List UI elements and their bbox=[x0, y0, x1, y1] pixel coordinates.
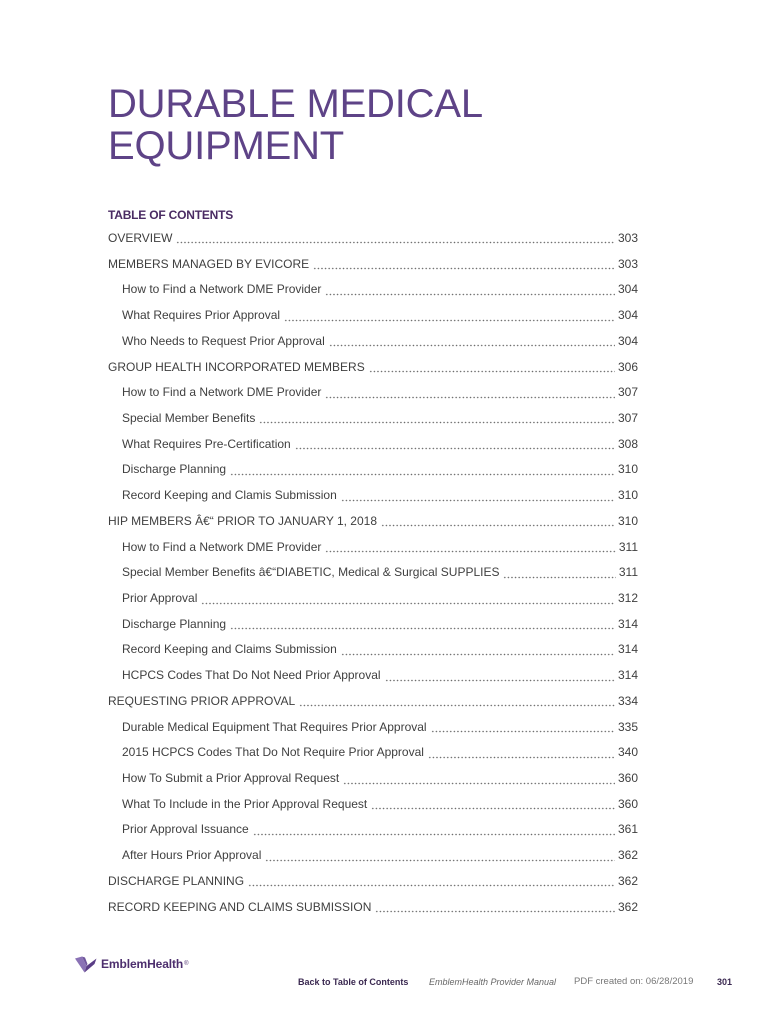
toc-entry-page: 308 bbox=[617, 436, 638, 451]
toc-entry-label: DISCHARGE PLANNING bbox=[108, 873, 245, 888]
toc-entry-label: After Hours Prior Approval bbox=[122, 848, 262, 863]
toc-entry-label: Who Needs to Request Prior Approval bbox=[122, 333, 325, 348]
toc-entry-label: RECORD KEEPING AND CLAIMS SUBMISSION bbox=[108, 899, 372, 914]
toc-entry-label: What Requires Prior Approval bbox=[122, 308, 281, 323]
toc-entry[interactable] bbox=[108, 688, 638, 714]
dot-leader bbox=[325, 282, 615, 296]
page-number: 301 bbox=[717, 977, 733, 987]
toc-entry-page: 304 bbox=[617, 282, 638, 297]
toc-subentry[interactable] bbox=[108, 482, 638, 508]
toc-entry-label: Prior Approval bbox=[122, 591, 198, 606]
dot-leader bbox=[176, 231, 615, 245]
emblemhealth-logo bbox=[75, 955, 189, 973]
dot-leader bbox=[325, 540, 615, 554]
toc-subentry[interactable] bbox=[108, 714, 638, 740]
toc-entry-label: How To Submit a Prior Approval Request bbox=[122, 771, 340, 786]
toc-entry-page: 335 bbox=[617, 719, 638, 734]
toc-entry[interactable] bbox=[108, 868, 638, 894]
dot-leader bbox=[265, 848, 615, 862]
dot-leader bbox=[230, 617, 615, 631]
pdf-created-date: PDF created on: 06/28/2019 bbox=[574, 976, 694, 987]
toc-entry-page: 361 bbox=[617, 822, 638, 837]
toc-subentry[interactable] bbox=[108, 842, 638, 868]
page-title-line: DURABLE MEDICAL bbox=[108, 82, 483, 126]
logo-wordmark: EmblemHealth bbox=[101, 957, 184, 971]
toc-entry-label: Prior Approval Issuance bbox=[122, 822, 249, 837]
dot-leader bbox=[428, 745, 615, 759]
dot-leader bbox=[341, 488, 615, 502]
toc-entry-page: 311 bbox=[618, 539, 638, 554]
toc-entry-label: Special Member Benefits â€“DIABETIC, Medical & Surgical SUPPLIES bbox=[122, 565, 500, 580]
toc-entry-page: 360 bbox=[617, 771, 638, 786]
toc-entry-label: Discharge Planning bbox=[122, 462, 227, 477]
toc-subentry[interactable] bbox=[108, 379, 638, 405]
toc-entry-label: Special Member Benefits bbox=[122, 410, 256, 425]
toc-entry-page: 303 bbox=[617, 256, 638, 271]
toc-entry[interactable] bbox=[108, 508, 638, 534]
dot-leader bbox=[371, 797, 615, 811]
toc-subentry[interactable] bbox=[108, 611, 638, 637]
toc-entry[interactable] bbox=[108, 894, 638, 920]
toc-entry-label: Record Keeping and Clamis Submission bbox=[122, 488, 337, 503]
dot-leader bbox=[385, 668, 615, 682]
toc-entry-page: 314 bbox=[617, 668, 638, 683]
dot-leader bbox=[299, 694, 615, 708]
toc-entry-page: 312 bbox=[617, 591, 638, 606]
toc-subentry[interactable] bbox=[108, 534, 638, 560]
toc-entry-page: 314 bbox=[617, 642, 638, 657]
toc-entry-label: Record Keeping and Claims Submission bbox=[122, 642, 337, 657]
toc-entry-page: 307 bbox=[617, 410, 638, 425]
dot-leader bbox=[381, 514, 615, 528]
toc-entry-page: 334 bbox=[617, 693, 638, 708]
toc-entry-page: 362 bbox=[617, 848, 638, 863]
dot-leader bbox=[248, 874, 615, 888]
toc-subentry[interactable] bbox=[108, 662, 638, 688]
dot-leader bbox=[329, 334, 615, 348]
toc-entry-page: 311 bbox=[618, 565, 638, 580]
dot-leader bbox=[313, 257, 615, 271]
toc-entry-page: 340 bbox=[617, 745, 638, 760]
toc-entry-page: 310 bbox=[617, 462, 638, 477]
dot-leader bbox=[295, 437, 615, 451]
toc-subentry[interactable] bbox=[108, 328, 638, 354]
toc-entry-page: 362 bbox=[617, 873, 638, 888]
dot-leader bbox=[503, 565, 615, 579]
toc-entry-label: What Requires Pre-Certification bbox=[122, 436, 291, 451]
toc-subentry[interactable] bbox=[108, 765, 638, 791]
dot-leader bbox=[431, 720, 615, 734]
table-of-contents bbox=[108, 225, 638, 919]
toc-subentry[interactable] bbox=[108, 637, 638, 663]
toc-entry-label: 2015 HCPCS Codes That Do Not Require Prior Approval bbox=[122, 745, 424, 760]
dot-leader bbox=[341, 642, 615, 656]
dot-leader bbox=[201, 591, 615, 605]
dot-leader bbox=[259, 411, 615, 425]
back-to-toc-link[interactable]: Back to Table of Contents bbox=[298, 977, 409, 987]
dot-leader bbox=[325, 385, 615, 399]
toc-entry-page: 304 bbox=[617, 308, 638, 323]
toc-subentry[interactable] bbox=[108, 739, 638, 765]
toc-entry-page: 304 bbox=[617, 333, 638, 348]
page-title-line: EQUIPMENT bbox=[108, 124, 344, 168]
toc-heading: TABLE OF CONTENTS bbox=[108, 208, 234, 222]
toc-subentry[interactable] bbox=[108, 817, 638, 843]
registered-mark: ® bbox=[184, 961, 189, 967]
toc-entry-label: How to Find a Network DME Provider bbox=[122, 385, 322, 400]
toc-entry-label: Discharge Planning bbox=[122, 616, 227, 631]
toc-entry-label: HCPCS Codes That Do Not Need Prior Approval bbox=[122, 668, 381, 683]
toc-subentry[interactable] bbox=[108, 791, 638, 817]
toc-entry-label: MEMBERS MANAGED BY EVICORE bbox=[108, 256, 310, 271]
toc-subentry[interactable] bbox=[108, 405, 638, 431]
dot-leader bbox=[230, 462, 615, 476]
dot-leader bbox=[375, 900, 615, 914]
toc-entry-label: Durable Medical Equipment That Requires Prior Approval bbox=[122, 719, 427, 734]
toc-entry-page: 310 bbox=[617, 513, 638, 528]
toc-entry-label: HIP MEMBERS Â€“ PRIOR TO JANUARY 1, 2018 bbox=[108, 513, 377, 528]
toc-entry-label: How to Find a Network DME Provider bbox=[122, 539, 322, 554]
toc-subentry[interactable] bbox=[108, 302, 638, 328]
toc-entry[interactable] bbox=[108, 225, 638, 251]
dot-leader bbox=[369, 360, 615, 374]
toc-entry-label: How to Find a Network DME Provider bbox=[122, 282, 322, 297]
toc-subentry[interactable] bbox=[108, 431, 638, 457]
toc-entry-label: What To Include in the Prior Approval Request bbox=[122, 796, 368, 811]
toc-entry[interactable] bbox=[108, 354, 638, 380]
toc-entry-page: 360 bbox=[617, 796, 638, 811]
toc-subentry[interactable] bbox=[108, 585, 638, 611]
toc-subentry[interactable] bbox=[108, 277, 638, 303]
toc-entry-page: 303 bbox=[617, 230, 638, 245]
toc-entry-label: GROUP HEALTH INCORPORATED MEMBERS bbox=[108, 359, 365, 374]
toc-entry-page: 306 bbox=[617, 359, 638, 374]
dot-leader bbox=[284, 308, 615, 322]
toc-entry-page: 310 bbox=[617, 488, 638, 503]
emblem-ribbon-icon bbox=[75, 956, 97, 973]
toc-entry-label: OVERVIEW bbox=[108, 230, 173, 245]
toc-subentry[interactable] bbox=[108, 559, 638, 585]
manual-name: EmblemHealth Provider Manual bbox=[429, 977, 557, 987]
toc-entry[interactable] bbox=[108, 251, 638, 277]
toc-subentry[interactable] bbox=[108, 457, 638, 483]
toc-entry-label: REQUESTING PRIOR APPROVAL bbox=[108, 693, 296, 708]
dot-leader bbox=[253, 822, 615, 836]
dot-leader bbox=[343, 771, 615, 785]
page-title bbox=[108, 83, 483, 167]
toc-entry-page: 362 bbox=[617, 899, 638, 914]
toc-entry-page: 307 bbox=[617, 385, 638, 400]
toc-entry-page: 314 bbox=[617, 616, 638, 631]
